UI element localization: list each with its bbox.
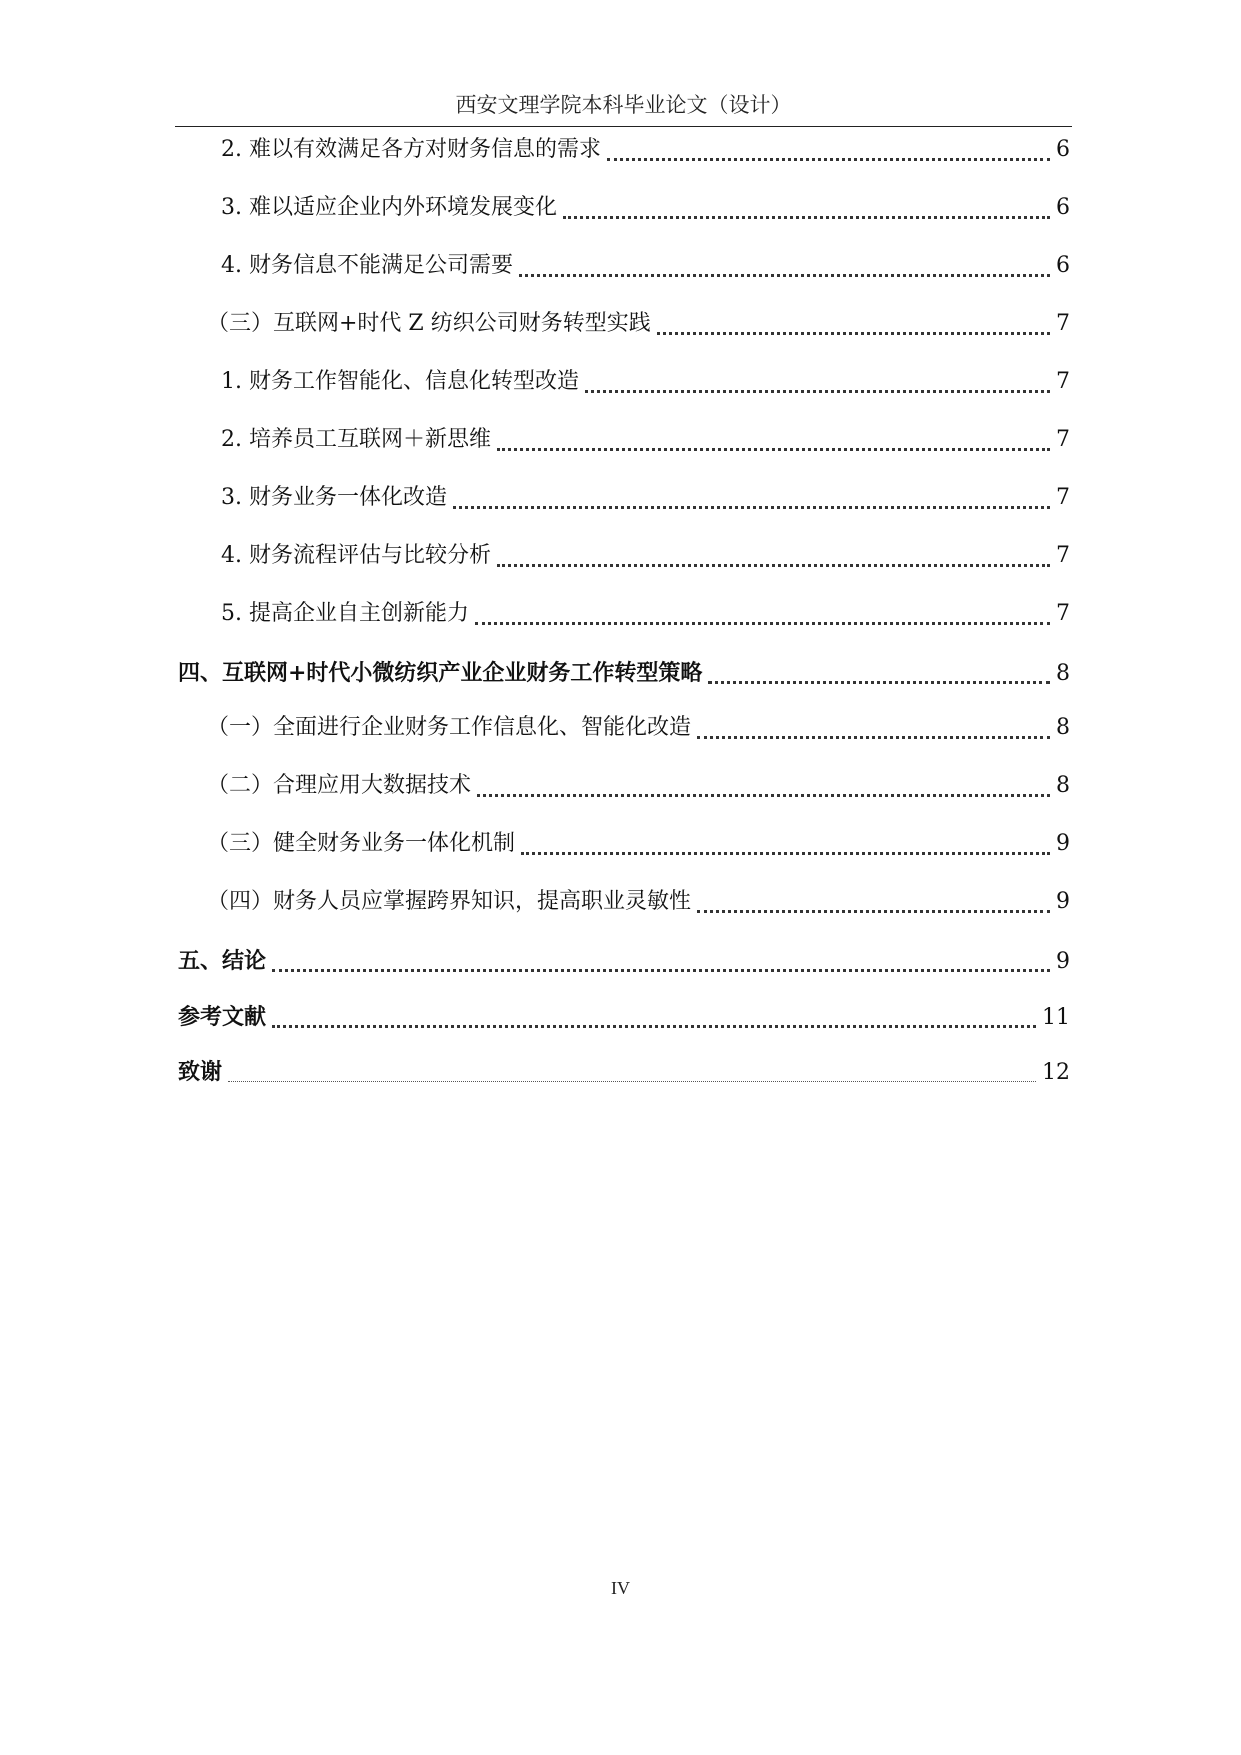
toc-entry-page: 11 (1042, 1005, 1070, 1030)
toc-leader-dots (453, 492, 1050, 514)
toc-entry-page: 6 (1056, 137, 1070, 162)
toc-entry[interactable] (178, 657, 1070, 689)
toc-leader-dots (563, 202, 1050, 224)
toc-entry-title: （三）互联网+时代 Z 纺织公司财务转型实践 (207, 311, 651, 336)
toc-entry-page: 9 (1056, 889, 1070, 914)
toc-entry-title: 致谢 (178, 1059, 223, 1085)
toc-entry-page: 8 (1056, 773, 1070, 798)
toc-entry-title: （三）健全财务业务一体化机制 (207, 831, 516, 856)
toc-leader-dots (697, 722, 1050, 744)
toc-entry[interactable] (221, 250, 1070, 282)
toc-entry-page: 7 (1056, 485, 1070, 510)
toc-entry[interactable] (178, 945, 1070, 977)
toc-leader-dots (272, 1011, 1036, 1033)
toc-leader-dots (228, 1066, 1036, 1088)
page-header-title: 西安文理学院本科毕业论文（设计） (455, 93, 792, 117)
toc-entry-title: （四）财务人员应掌握跨界知识，提高职业灵敏性 (207, 889, 692, 914)
toc-leader-dots (607, 144, 1050, 166)
toc-entry-page: 7 (1056, 601, 1070, 626)
toc-entry-title: 3. 难以适应企业内外环境发展变化 (221, 195, 557, 220)
toc-entry-page: 7 (1056, 311, 1070, 336)
toc-entry-title: （一）全面进行企业财务工作信息化、智能化改造 (207, 715, 692, 740)
toc-entry[interactable] (221, 192, 1070, 224)
toc-entry-page: 6 (1056, 253, 1070, 278)
toc-entry-title: 四、互联网+时代小微纺织产业企业财务工作转型策略 (178, 660, 703, 686)
toc-entry-title: 3. 财务业务一体化改造 (221, 485, 447, 510)
toc-entry-page: 8 (1056, 715, 1070, 740)
toc-entry-page: 7 (1056, 427, 1070, 452)
toc-leader-dots (497, 550, 1050, 572)
toc-leader-dots (708, 667, 1050, 689)
toc-entry-title: 4. 财务流程评估与比较分析 (221, 543, 491, 568)
toc-entry[interactable] (207, 712, 1070, 744)
header-divider (175, 126, 1072, 127)
toc-leader-dots (497, 434, 1050, 456)
toc-entry[interactable] (221, 540, 1070, 572)
toc-leader-dots (475, 608, 1050, 630)
toc-entry[interactable] (221, 482, 1070, 514)
toc-leader-dots (477, 780, 1050, 802)
toc-leader-dots (697, 896, 1050, 918)
toc-entry-page: 9 (1056, 949, 1070, 974)
toc-entry[interactable] (207, 770, 1070, 802)
toc-leader-dots (272, 955, 1050, 977)
toc-entry[interactable] (207, 886, 1070, 918)
toc-entry[interactable] (178, 1001, 1070, 1033)
toc-entry[interactable] (207, 828, 1070, 860)
toc-leader-dots (519, 260, 1050, 282)
toc-entry[interactable] (178, 1056, 1070, 1088)
toc-entry[interactable] (221, 598, 1070, 630)
toc-entry-page: 12 (1042, 1060, 1070, 1085)
toc-entry-title: 参考文献 (178, 1004, 267, 1030)
toc-entry[interactable] (221, 366, 1070, 398)
page-number: IV (611, 1578, 630, 1598)
toc-entry[interactable] (221, 134, 1070, 166)
toc-entry-page: 6 (1056, 195, 1070, 220)
toc-entry-title: （二）合理应用大数据技术 (207, 773, 472, 798)
toc-entry-title: 五、结论 (178, 948, 267, 974)
toc-entry[interactable] (207, 308, 1070, 340)
toc-entry-page: 9 (1056, 831, 1070, 856)
toc-entry[interactable] (221, 424, 1070, 456)
toc-entry-title: 5. 提高企业自主创新能力 (221, 601, 469, 626)
toc-entry-title: 2. 培养员工互联网＋新思维 (221, 427, 491, 452)
toc-leader-dots (521, 838, 1050, 860)
toc-leader-dots (657, 318, 1050, 340)
toc-entry-title: 4. 财务信息不能满足公司需要 (221, 253, 513, 278)
toc-entry-title: 2. 难以有效满足各方对财务信息的需求 (221, 137, 601, 162)
toc-entry-page: 7 (1056, 369, 1070, 394)
toc-entry-page: 7 (1056, 543, 1070, 568)
toc-entry-title: 1. 财务工作智能化、信息化转型改造 (221, 369, 579, 394)
toc-leader-dots (585, 376, 1050, 398)
toc-entry-page: 8 (1056, 661, 1070, 686)
